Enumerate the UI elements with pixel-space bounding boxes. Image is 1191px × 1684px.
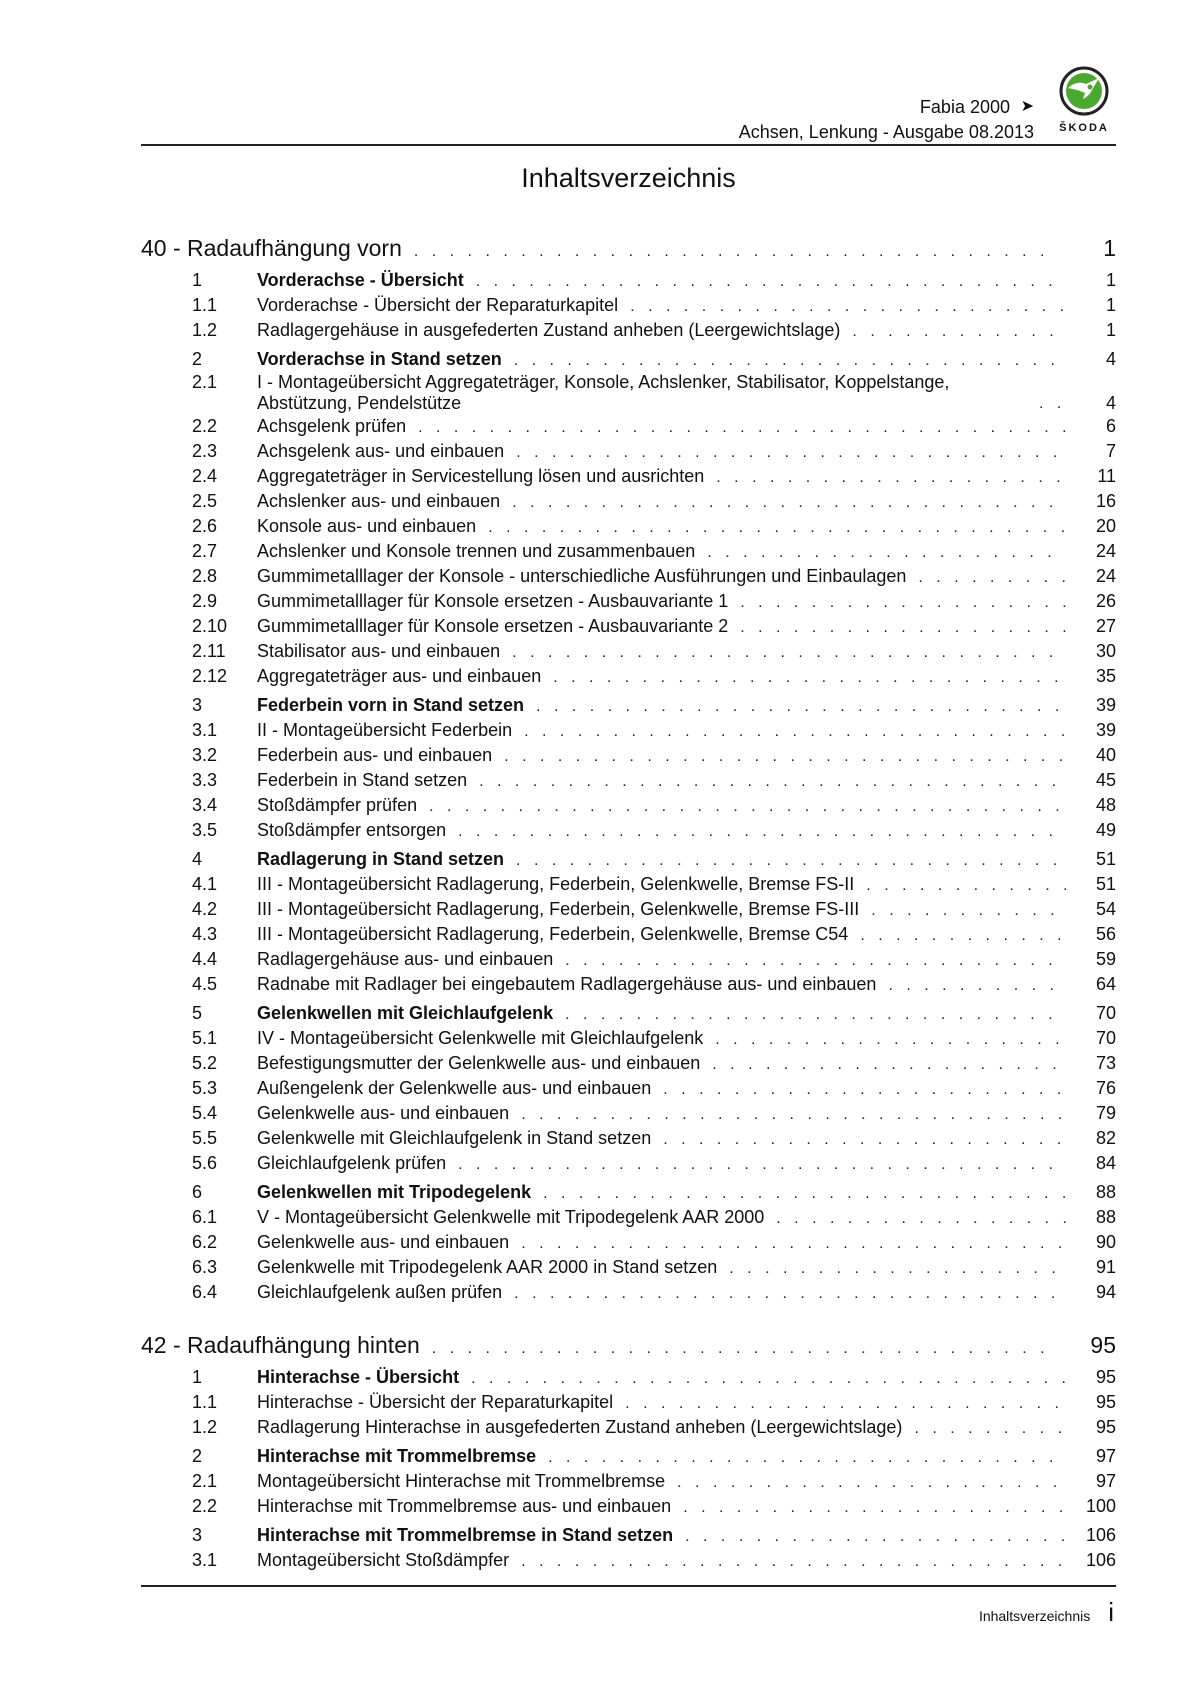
toc-subsection[interactable] bbox=[141, 614, 1116, 639]
section-page: 6 bbox=[1105, 416, 1116, 436]
section-number: 2.11 bbox=[192, 641, 226, 661]
dot-leader bbox=[458, 1152, 1066, 1177]
section-title: Radlagerung in Stand setzen bbox=[257, 849, 505, 869]
section-number: 5.3 bbox=[192, 1078, 218, 1098]
toc-section[interactable] bbox=[141, 1444, 1116, 1469]
section-page: 94 bbox=[1095, 1282, 1116, 1302]
dot-leader bbox=[918, 565, 1066, 590]
section-number: 2.3 bbox=[192, 441, 218, 461]
dot-leader bbox=[871, 898, 1066, 923]
toc-subsection[interactable] bbox=[141, 1390, 1116, 1415]
chapter-page: 95 bbox=[1090, 1332, 1116, 1358]
toc-subsection[interactable] bbox=[141, 1230, 1116, 1255]
section-page: 24 bbox=[1095, 541, 1116, 561]
toc-section[interactable] bbox=[141, 693, 1116, 718]
section-number: 2.10 bbox=[192, 616, 228, 636]
section-page: 39 bbox=[1095, 695, 1116, 715]
section-title: Radnabe mit Radlager bei eingebautem Radlagergehäuse aus- und einbauen bbox=[257, 974, 877, 994]
section-page: 4 bbox=[1105, 393, 1116, 413]
footer-rule bbox=[141, 1585, 1116, 1587]
toc-subsection[interactable] bbox=[141, 414, 1116, 439]
toc-subsection[interactable] bbox=[141, 768, 1116, 793]
section-page: 59 bbox=[1095, 949, 1116, 969]
section-page: 24 bbox=[1095, 566, 1116, 586]
section-number: 6.3 bbox=[192, 1257, 218, 1277]
section-number: 5.5 bbox=[192, 1128, 218, 1148]
dot-leader bbox=[521, 1231, 1066, 1256]
toc-section[interactable] bbox=[141, 347, 1116, 372]
toc-subsection[interactable] bbox=[141, 1548, 1116, 1573]
dot-leader bbox=[776, 1206, 1066, 1231]
toc-chapter[interactable] bbox=[141, 232, 1116, 264]
dot-leader bbox=[504, 744, 1066, 769]
section-page: 106 bbox=[1085, 1550, 1116, 1570]
dot-leader bbox=[683, 1495, 1066, 1520]
section-page: 88 bbox=[1095, 1207, 1116, 1227]
dot-leader bbox=[524, 719, 1066, 744]
section-number: 2.4 bbox=[192, 466, 218, 486]
section-number: 3.4 bbox=[192, 795, 218, 815]
section-title: Montageübersicht Stoßdämpfer bbox=[257, 1550, 510, 1570]
section-number: 2.8 bbox=[192, 566, 218, 586]
section-title: Radlagergehäuse aus- und einbauen bbox=[257, 949, 554, 969]
section-number: 2.5 bbox=[192, 491, 218, 511]
section-number: 1.1 bbox=[192, 295, 218, 315]
section-title: Aggregateträger aus- und einbauen bbox=[257, 666, 542, 686]
section-title: Federbein vorn in Stand setzen bbox=[257, 695, 525, 715]
section-page: 64 bbox=[1095, 974, 1116, 994]
dot-leader bbox=[685, 1524, 1066, 1549]
section-page: 84 bbox=[1095, 1153, 1116, 1173]
toc-section[interactable] bbox=[141, 847, 1116, 872]
dot-leader bbox=[707, 540, 1066, 565]
section-title: Gummimetalllager für Konsole ersetzen - Ausbauvariante 2 bbox=[257, 616, 729, 636]
dot-leader bbox=[514, 348, 1066, 373]
dot-leader bbox=[716, 465, 1066, 490]
section-page: 45 bbox=[1095, 770, 1116, 790]
toc-subsection[interactable] bbox=[141, 564, 1116, 589]
section-page: 51 bbox=[1095, 849, 1116, 869]
toc-subsection[interactable] bbox=[141, 1126, 1116, 1151]
section-title: Hinterachse mit Trommelbremse in Stand setzen bbox=[257, 1525, 674, 1545]
section-page: 106 bbox=[1085, 1525, 1116, 1545]
dot-leader bbox=[852, 319, 1066, 344]
footer-label: Inhaltsverzeichnis bbox=[978, 1608, 1091, 1624]
section-title: Konsole aus- und einbauen bbox=[257, 516, 477, 536]
section-page: 95 bbox=[1095, 1417, 1116, 1437]
table-of-contents bbox=[141, 232, 1116, 1573]
section-page: 16 bbox=[1095, 491, 1116, 511]
dot-leader bbox=[521, 1102, 1066, 1127]
section-page: 48 bbox=[1095, 795, 1116, 815]
section-number: 2.2 bbox=[192, 1496, 218, 1516]
chapter-title: 40 - Radaufhängung vorn bbox=[141, 235, 402, 261]
section-page: 82 bbox=[1095, 1128, 1116, 1148]
toc-subsection[interactable] bbox=[141, 318, 1116, 343]
section-number: 3.3 bbox=[192, 770, 218, 790]
dot-leader bbox=[471, 1366, 1066, 1391]
section-number: 3.1 bbox=[192, 1550, 218, 1570]
toc-section[interactable] bbox=[141, 1180, 1116, 1205]
dot-leader bbox=[514, 1281, 1066, 1306]
toc-subsection[interactable] bbox=[141, 972, 1116, 997]
section-title: Stabilisator aus- und einbauen bbox=[257, 641, 501, 661]
toc-subsection[interactable] bbox=[141, 922, 1116, 947]
section-title: III - Montageübersicht Radlagerung, Federbein, Gelenkwelle, Bremse FS-II bbox=[257, 874, 855, 894]
toc-section[interactable] bbox=[141, 268, 1116, 293]
section-page: 97 bbox=[1095, 1446, 1116, 1466]
section-title: Hinterachse - Übersicht bbox=[257, 1367, 460, 1387]
dot-leader bbox=[565, 1002, 1066, 1027]
section-number: 1.2 bbox=[192, 320, 218, 340]
toc-subsection[interactable] bbox=[141, 947, 1116, 972]
toc-subsection[interactable] bbox=[141, 514, 1116, 539]
section-page: 1 bbox=[1105, 320, 1116, 340]
toc-section[interactable] bbox=[141, 1523, 1116, 1548]
page-header bbox=[141, 66, 1116, 146]
toc-subsection[interactable] bbox=[141, 818, 1116, 843]
section-page: 30 bbox=[1095, 641, 1116, 661]
section-title: Gummimetalllager für Konsole ersetzen - Ausbauvariante 1 bbox=[257, 591, 729, 611]
section-title: III - Montageübersicht Radlagerung, Federbein, Gelenkwelle, Bremse C54 bbox=[257, 924, 849, 944]
section-title: III - Montageübersicht Radlagerung, Federbein, Gelenkwelle, Bremse FS-III bbox=[257, 899, 860, 919]
section-number: 4.2 bbox=[192, 899, 218, 919]
toc-subsection[interactable] bbox=[141, 1255, 1116, 1280]
chapter-title: 42 - Radaufhängung hinten bbox=[141, 1332, 420, 1358]
dot-leader bbox=[479, 769, 1066, 794]
section-title: Gelenkwellen mit Tripodegelenk bbox=[257, 1182, 532, 1202]
section-title: Hinterachse mit Trommelbremse aus- und einbauen bbox=[257, 1496, 672, 1516]
section-page: 70 bbox=[1095, 1028, 1116, 1048]
section-page: 79 bbox=[1095, 1103, 1116, 1123]
page-title: Inhaltsverzeichnis bbox=[521, 163, 736, 193]
toc-subsection[interactable] bbox=[141, 293, 1116, 318]
section-number: 5.2 bbox=[192, 1053, 218, 1073]
section-title: IV - Montageübersicht Gelenkwelle mit Gleichlaufgelenk bbox=[257, 1028, 704, 1048]
dot-leader bbox=[418, 415, 1066, 440]
section-title: Hinterachse - Übersicht der Reparaturkapitel bbox=[257, 1392, 614, 1412]
toc-subsection[interactable] bbox=[141, 897, 1116, 922]
dot-leader bbox=[521, 1549, 1066, 1574]
section-title: Federbein aus- und einbauen bbox=[257, 745, 493, 765]
toc-subsection[interactable] bbox=[141, 1151, 1116, 1176]
section-number: 3.2 bbox=[192, 745, 218, 765]
section-title: Aggregateträger in Servicestellung lösen und ausrichten bbox=[257, 466, 705, 486]
section-title: Gelenkwelle mit Tripodegelenk AAR 2000 in Stand setzen bbox=[257, 1257, 718, 1277]
dot-leader bbox=[914, 1416, 1066, 1441]
section-title: Achslenker aus- und einbauen bbox=[257, 491, 501, 511]
dot-leader bbox=[729, 1256, 1066, 1281]
toc-chapter[interactable] bbox=[141, 1329, 1116, 1361]
dot-leader bbox=[888, 973, 1066, 998]
section-title: Befestigungsmutter der Gelenkwelle aus- und einbauen bbox=[257, 1053, 701, 1073]
manual-subtitle: Achsen, Lenkung - Ausgabe 08.2013 bbox=[738, 122, 1034, 142]
section-page: 90 bbox=[1095, 1232, 1116, 1252]
section-number: 1.2 bbox=[192, 1417, 218, 1437]
section-page: 20 bbox=[1095, 516, 1116, 536]
section-title: Stoßdämpfer entsorgen bbox=[257, 820, 447, 840]
toc-subsection[interactable] bbox=[141, 639, 1116, 664]
section-number: 5.1 bbox=[192, 1028, 218, 1048]
skoda-logo-icon bbox=[1059, 66, 1109, 116]
section-number: 2 bbox=[192, 349, 203, 369]
toc-subsection[interactable] bbox=[141, 1051, 1116, 1076]
section-number: 3 bbox=[192, 695, 203, 715]
toc-subsection[interactable] bbox=[141, 489, 1116, 514]
section-page: 7 bbox=[1105, 441, 1116, 461]
toc-section[interactable] bbox=[141, 1001, 1116, 1026]
section-number: 2.7 bbox=[192, 541, 218, 561]
section-number: 2.2 bbox=[192, 416, 218, 436]
section-page: 91 bbox=[1095, 1257, 1116, 1277]
section-number: 3.5 bbox=[192, 820, 218, 840]
toc-subsection[interactable] bbox=[141, 1469, 1116, 1494]
dot-leader bbox=[860, 923, 1066, 948]
section-page: 95 bbox=[1095, 1367, 1116, 1387]
section-title: Gleichlaufgelenk außen prüfen bbox=[257, 1282, 503, 1302]
dot-leader bbox=[866, 873, 1066, 898]
section-number: 4.5 bbox=[192, 974, 218, 994]
section-page: 95 bbox=[1095, 1392, 1116, 1412]
toc-subsection[interactable] bbox=[141, 1101, 1116, 1126]
section-title: Stoßdämpfer prüfen bbox=[257, 795, 418, 815]
section-title: Montageübersicht Hinterachse mit Trommelbremse bbox=[257, 1471, 666, 1491]
dot-leader bbox=[432, 1333, 1056, 1365]
section-page: 11 bbox=[1097, 466, 1116, 486]
arrow-right-icon: ➤ bbox=[1020, 98, 1034, 115]
section-page: 51 bbox=[1095, 874, 1116, 894]
toc-subsection[interactable] bbox=[141, 1415, 1116, 1440]
dot-leader bbox=[715, 1027, 1066, 1052]
section-number: 4 bbox=[192, 849, 203, 869]
section-number: 4.4 bbox=[192, 949, 218, 969]
toc-subsection[interactable] bbox=[141, 1205, 1116, 1230]
dot-leader bbox=[625, 1391, 1066, 1416]
section-title: II - Montageübersicht Federbein bbox=[257, 720, 513, 740]
section-page: 26 bbox=[1095, 591, 1116, 611]
dot-leader bbox=[512, 490, 1066, 515]
page-footer bbox=[141, 1585, 1116, 1628]
toc-subsection[interactable] bbox=[141, 1494, 1116, 1519]
section-number: 1 bbox=[192, 270, 203, 290]
section-number: 1.1 bbox=[192, 1392, 218, 1412]
dot-leader bbox=[677, 1470, 1066, 1495]
section-title: Achsgelenk prüfen bbox=[257, 416, 407, 436]
section-number: 6.2 bbox=[192, 1232, 218, 1252]
section-title: Vorderachse - Übersicht der Reparaturkapitel bbox=[257, 295, 619, 315]
section-title: Radlagerung Hinterachse in ausgefederten Zustand anheben (Leergewichtslage) bbox=[257, 1417, 903, 1437]
section-title: Gelenkwelle aus- und einbauen bbox=[257, 1103, 510, 1123]
section-number: 2.9 bbox=[192, 591, 218, 611]
section-page: 73 bbox=[1095, 1053, 1116, 1073]
toc-subsection[interactable] bbox=[141, 1026, 1116, 1051]
toc-subsection[interactable] bbox=[141, 589, 1116, 614]
section-title: Vorderachse - Übersicht bbox=[257, 270, 464, 290]
section-title: Gelenkwelle aus- und einbauen bbox=[257, 1232, 510, 1252]
toc-subsection[interactable] bbox=[141, 1076, 1116, 1101]
chapter-page: 1 bbox=[1103, 235, 1116, 261]
section-title: Gelenkwelle mit Gleichlaufgelenk in Stand setzen bbox=[257, 1128, 652, 1148]
section-page: 27 bbox=[1095, 616, 1116, 636]
section-number: 2.6 bbox=[192, 516, 218, 536]
dot-leader bbox=[1039, 393, 1066, 414]
toc-subsection[interactable] bbox=[141, 1280, 1116, 1305]
dot-leader bbox=[630, 294, 1066, 319]
dot-leader bbox=[536, 694, 1066, 719]
model-name: Fabia 2000 bbox=[919, 97, 1010, 117]
section-number: 1 bbox=[192, 1367, 203, 1387]
section-number: 2.1 bbox=[192, 372, 218, 392]
section-page: 97 bbox=[1095, 1471, 1116, 1491]
header-text bbox=[739, 96, 1034, 144]
section-page: 100 bbox=[1085, 1496, 1116, 1516]
toc-section[interactable] bbox=[141, 1365, 1116, 1390]
section-page: 40 bbox=[1095, 745, 1116, 765]
dot-leader bbox=[740, 590, 1066, 615]
section-page: 1 bbox=[1105, 295, 1116, 315]
toc-subsection[interactable] bbox=[141, 539, 1116, 564]
dot-leader bbox=[663, 1127, 1066, 1152]
section-number: 2 bbox=[192, 1446, 203, 1466]
dot-leader bbox=[663, 1077, 1066, 1102]
section-number: 6 bbox=[192, 1182, 203, 1202]
dot-leader bbox=[458, 819, 1066, 844]
section-page: 56 bbox=[1095, 924, 1116, 944]
dot-leader bbox=[516, 440, 1066, 465]
section-number: 4.3 bbox=[192, 924, 218, 944]
section-page: 1 bbox=[1105, 270, 1116, 290]
section-title: Achsgelenk aus- und einbauen bbox=[257, 441, 505, 461]
toc-subsection[interactable] bbox=[141, 718, 1116, 743]
dot-leader bbox=[740, 615, 1066, 640]
section-title: Vorderachse in Stand setzen bbox=[257, 349, 502, 369]
skoda-logo bbox=[1052, 66, 1116, 144]
section-page: 49 bbox=[1095, 820, 1116, 840]
section-number: 6.1 bbox=[192, 1207, 218, 1227]
toc-subsection[interactable] bbox=[141, 793, 1116, 818]
section-number: 5 bbox=[192, 1003, 203, 1023]
dot-leader bbox=[429, 794, 1066, 819]
section-title: Achslenker und Konsole trennen und zusammenbauen bbox=[257, 541, 696, 561]
dot-leader bbox=[488, 515, 1066, 540]
section-title: Radlagergehäuse in ausgefederten Zustand anheben (Leergewichtslage) bbox=[257, 320, 841, 340]
dot-leader bbox=[548, 1445, 1066, 1470]
dot-leader bbox=[565, 948, 1066, 973]
section-page: 39 bbox=[1095, 720, 1116, 740]
dot-leader bbox=[553, 665, 1066, 690]
dot-leader bbox=[712, 1052, 1066, 1077]
section-page: 54 bbox=[1095, 899, 1116, 919]
section-number: 3 bbox=[192, 1525, 203, 1545]
section-title: Gummimetalllager der Konsole - unterschiedliche Ausführungen und Einbaulagen bbox=[257, 566, 907, 586]
section-page: 76 bbox=[1095, 1078, 1116, 1098]
toc-subsection[interactable] bbox=[141, 664, 1116, 689]
footer-page-number: i bbox=[1108, 1597, 1114, 1627]
section-page: 35 bbox=[1095, 666, 1116, 686]
dot-leader bbox=[512, 640, 1066, 665]
toc-subsection[interactable] bbox=[141, 872, 1116, 897]
toc-subsection[interactable] bbox=[141, 743, 1116, 768]
section-title: Gelenkwellen mit Gleichlaufgelenk bbox=[257, 1003, 554, 1023]
toc-subsection[interactable] bbox=[141, 372, 1116, 414]
logo-wordmark: ŠKODA bbox=[1059, 122, 1109, 134]
dot-leader bbox=[543, 1181, 1066, 1206]
dot-leader bbox=[476, 269, 1066, 294]
section-page: 70 bbox=[1095, 1003, 1116, 1023]
section-title: Außengelenk der Gelenkwelle aus- und einbauen bbox=[257, 1078, 652, 1098]
section-number: 2.1 bbox=[192, 1471, 218, 1491]
dot-leader bbox=[414, 236, 1056, 268]
section-number: 3.1 bbox=[192, 720, 218, 740]
section-number: 6.4 bbox=[192, 1282, 218, 1302]
section-number: 5.4 bbox=[192, 1103, 218, 1123]
section-number: 4.1 bbox=[192, 874, 218, 894]
section-number: 2.12 bbox=[192, 666, 228, 686]
section-title: I - Montageübersicht Aggregateträger, Konsole, Achslenker, Stabilisator, Koppelstange, Abstützung, Pendelstütze bbox=[257, 372, 950, 413]
section-page: 88 bbox=[1095, 1182, 1116, 1202]
toc-subsection[interactable] bbox=[141, 464, 1116, 489]
section-title: Federbein in Stand setzen bbox=[257, 770, 468, 790]
section-title: Hinterachse mit Trommelbremse bbox=[257, 1446, 537, 1466]
section-title: Gleichlaufgelenk prüfen bbox=[257, 1153, 447, 1173]
toc-subsection[interactable] bbox=[141, 439, 1116, 464]
section-page: 4 bbox=[1105, 349, 1116, 369]
section-number: 5.6 bbox=[192, 1153, 218, 1173]
header-rule bbox=[141, 144, 1116, 146]
dot-leader bbox=[516, 848, 1066, 873]
section-title: V - Montageübersicht Gelenkwelle mit Tripodegelenk AAR 2000 bbox=[257, 1207, 765, 1227]
